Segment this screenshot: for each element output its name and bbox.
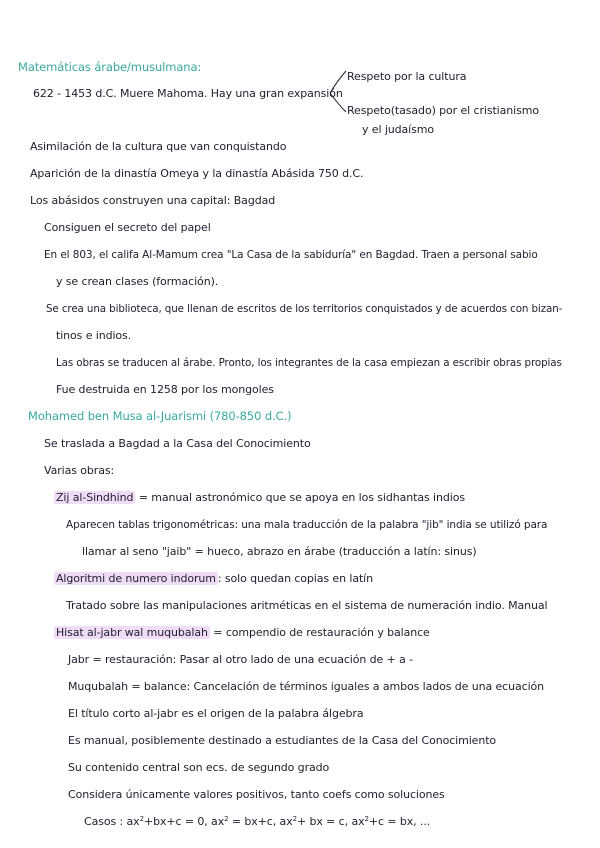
note-tratado: Tratado sobre las manipulaciones aritméticas en el sistema de numeración indio. Manual xyxy=(66,599,548,612)
note-considera: Considera únicamente valores positivos, tanto coefs como soluciones xyxy=(68,788,445,801)
note-zij xyxy=(54,491,465,505)
work-title-algoritmi: Algoritmi de numero indorum xyxy=(56,572,216,585)
note-asimilacion: Asimilación de la cultura que van conquistando xyxy=(30,140,287,153)
note-papel: Consiguen el secreto del papel xyxy=(44,221,211,234)
note-line-622: 622 - 1453 d.C. Muere Mahoma. Hay una gran expansión xyxy=(33,87,343,100)
note-varias-obras: Varias obras: xyxy=(44,464,115,477)
zij-description: = manual astronómico que se apoya en los sidhantas indios xyxy=(135,491,465,504)
caso-2: $ax^2 = bx+c$, xyxy=(211,815,277,828)
note-titulo-corto: El título corto al-jabr es el origen de la palabra álgebra xyxy=(68,707,364,720)
casos-label: Casos : xyxy=(84,815,124,828)
note-casos xyxy=(84,815,430,829)
note-muqubalah: Muqubalah = balance: Cancelación de términos iguales a ambos lados de una ecuación xyxy=(68,680,545,693)
note-biblioteca-1: Se crea una biblioteca, que llenan de escritos de los territorios conquistados y de acuerdos con bizan- xyxy=(46,303,563,315)
section-heading-al-juarismi: Mohamed ben Musa al-Juarismi (780-850 d.C.) xyxy=(28,409,292,423)
work-title-hisat: Hisat al-jabr wal muqubalah xyxy=(56,626,208,639)
note-obras-arabe: Las obras se traducen al árabe. Pronto, los integrantes de la casa empiezan a escribir obras propias xyxy=(56,357,562,369)
note-respeto-cristianismo: Respeto(tasado) por el cristianismo xyxy=(347,104,539,117)
note-jabr: Jabr = restauración: Pasar al otro lado de una ecuación de + a - xyxy=(68,653,414,666)
note-casa-sabiduria-2: y se crean clases (formación). xyxy=(56,275,219,288)
note-casa-sabiduria-1: En el 803, el califa Al-Mamum crea "La Casa de la sabiduría" en Bagdad. Traen a personal sabio xyxy=(44,249,538,261)
note-respeto-cultura: Respeto por la cultura xyxy=(347,70,467,83)
note-manual: Es manual, posiblemente destinado a estudiantes de la Casa del Conocimiento xyxy=(68,734,497,747)
note-tablas-2: llamar al seno "jaib" = hueco, abrazo en árabe (traducción a latín: sinus) xyxy=(82,545,477,558)
note-contenido: Su contenido central son ecs. de segundo grado xyxy=(68,761,330,774)
note-tablas-1: Aparecen tablas trigonométricas: una mala traducción de la palabra "jib" india se utilizó para xyxy=(66,519,548,531)
note-traslada: Se traslada a Bagdad a la Casa del Conocimiento xyxy=(44,437,311,450)
caso-3: $ax^2+$ bx = c, xyxy=(279,815,349,828)
note-aparicion: Aparición de la dinastía Omeya y la dinastía Abásida 750 d.C. xyxy=(30,167,364,180)
hisat-description: = compendio de restauración y balance xyxy=(209,626,430,639)
algoritmi-description: : solo quedan copias en latín xyxy=(217,572,374,585)
note-hisat xyxy=(54,626,430,640)
note-bagdad: Los abásidos construyen una capital: Bagdad xyxy=(30,194,276,207)
note-destruida: Fue destruida en 1258 por los mongoles xyxy=(56,383,274,396)
note-algoritmi xyxy=(54,572,373,586)
note-respeto-judaismo: y el judaísmo xyxy=(362,123,435,136)
note-biblioteca-2: tinos e indios. xyxy=(56,329,132,342)
work-title-zij: Zij al-Sindhind xyxy=(56,491,134,504)
caso-4: $ax^2+c$ = bx, ... xyxy=(351,815,431,828)
caso-1: $ax^2+bx+c = 0$, xyxy=(126,815,208,828)
page-title: Matemáticas árabe/musulmana: xyxy=(18,60,202,74)
